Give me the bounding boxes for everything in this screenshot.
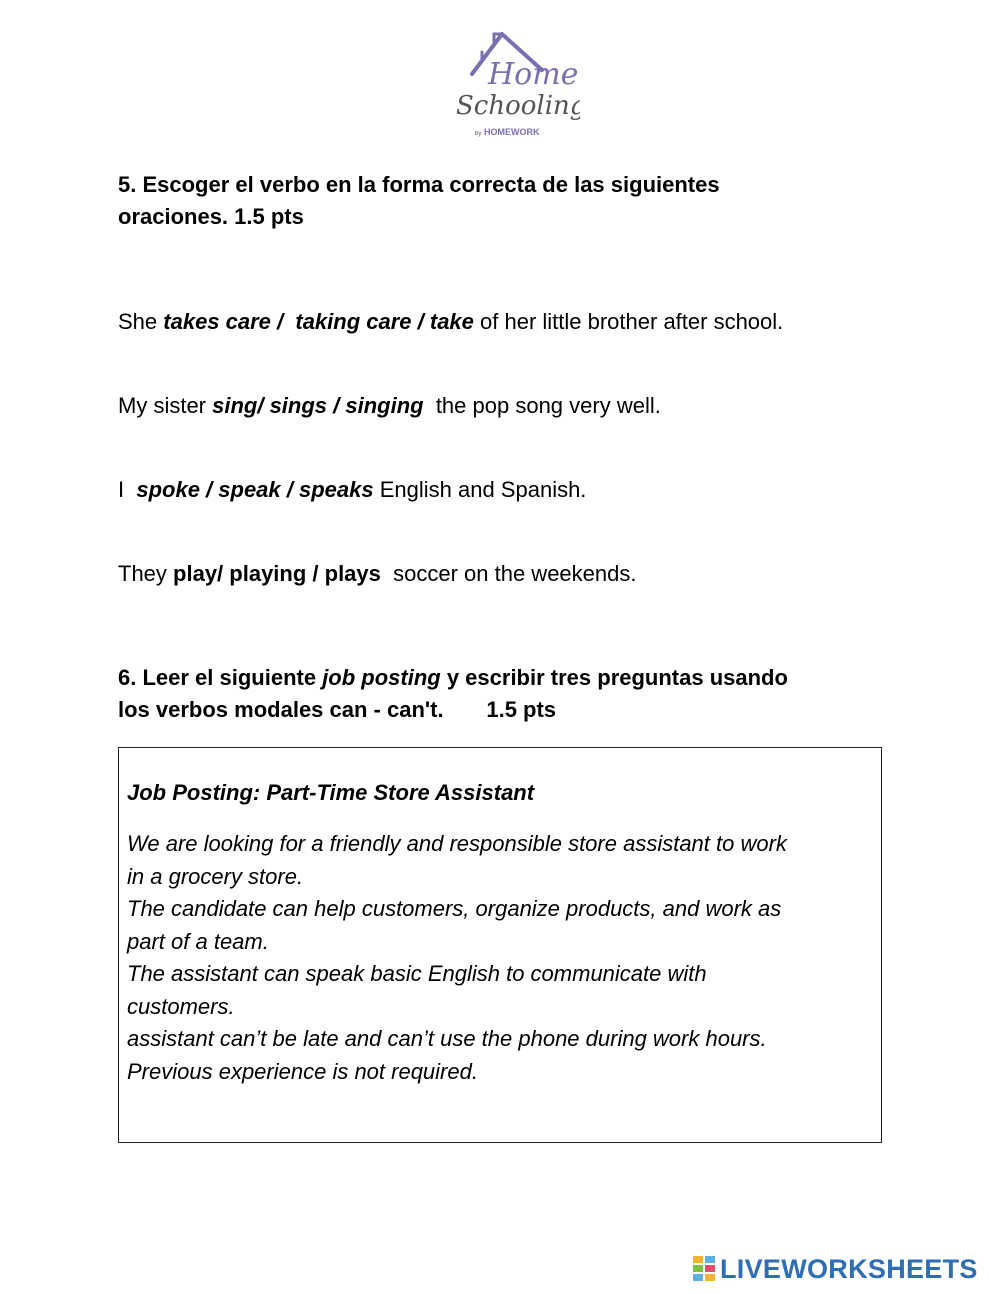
liveworksheets-blocks-icon [692,1254,718,1284]
job-posting-line: The candidate can help customers, organize products, and work as [127,896,782,921]
job-posting-line: Previous experience is not required. [127,1058,478,1084]
question-6-title-line2: los verbos modales can - can't. 1.5 pts [118,697,557,722]
home-schooling-logo [450,22,580,147]
question-5-title-line1: 5. Escoger el verbo en la forma correcta de las siguientes [118,172,720,197]
sentence-4: They play/ playing / plays soccer on the weekends. [118,561,637,586]
verb-options-1[interactable]: takes care / taking care / take [163,309,474,334]
verb-options-3[interactable]: spoke / speak / speaks [136,477,374,502]
job-posting-line: customers. [127,993,235,1019]
job-posting-line: We are looking for a friendly and responsible store assistant to work [127,831,787,856]
logo-line2: Schooling [456,91,580,121]
job-posting-title: Job Posting: Part-Time Store Assistant [127,780,535,805]
logo-by: by [475,131,482,137]
sentence-2: My sister sing/ sings / singing the pop song very well. [118,393,661,418]
question-6-title [118,662,918,726]
question-6-title-line1: 6. Leer el siguiente job posting y escribir tres preguntas usando [118,665,788,690]
question-5-title [118,169,898,233]
verb-options-4[interactable]: play/ playing / plays [173,561,381,586]
job-posting-line: in a grocery store. [127,863,304,889]
logo-brand: HOMEWORK [484,127,540,137]
sentence-1: She takes care / taking care / take of her little brother after school. [118,309,784,334]
job-posting-line: part of a team. [127,928,269,954]
logo-line1: Home [488,57,579,92]
job-posting-body [127,828,867,1088]
verb-options-2[interactable]: sing/ sings / singing [212,393,424,418]
job-posting-box [118,747,882,1143]
sentence-3: I spoke / speak / speaks English and Spanish. [118,477,587,502]
liveworksheets-brand: LIVEWORKSHEETS [720,1254,978,1284]
job-posting-line: assistant can’t be late and can’t use the phone during work hours. [127,1026,767,1051]
job-posting-line: The assistant can speak basic English to communicate with [127,961,707,986]
house-roof-icon [450,22,580,147]
question-5-title-line2: oraciones. 1.5 pts [118,204,304,229]
